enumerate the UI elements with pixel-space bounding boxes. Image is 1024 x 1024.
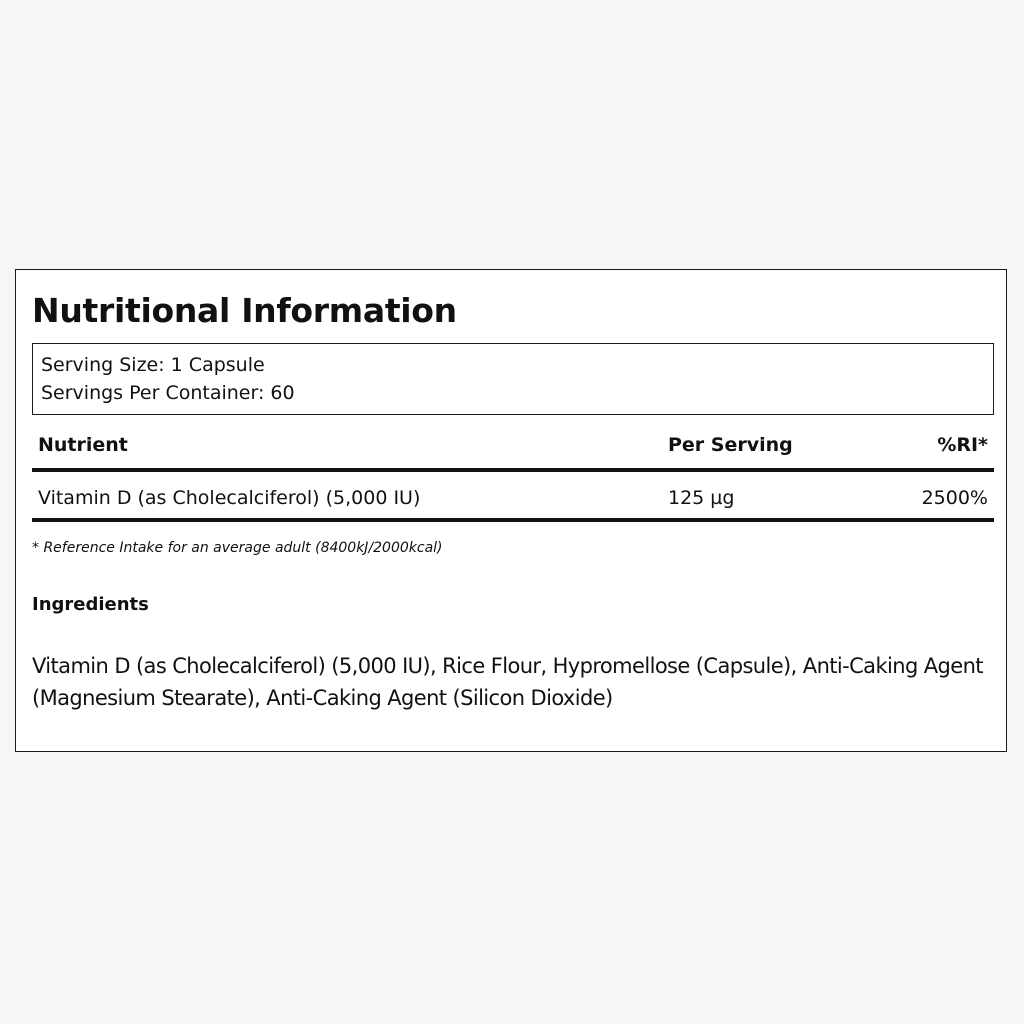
row-per-serving: 125 µg: [668, 487, 735, 509]
nutrition-panel: [15, 269, 1007, 752]
table-row: [32, 472, 994, 522]
serving-info-box: [32, 343, 994, 415]
header-per-serving: Per Serving: [668, 434, 793, 456]
nutrient-table: [32, 428, 994, 522]
panel-title: Nutritional Information: [32, 291, 457, 330]
header-ri: %RI*: [937, 434, 988, 456]
ingredients-text: Vitamin D (as Cholecalciferol) (5,000 IU), Rice Flour, Hypromellose (Capsule), Anti-Caking Agent (Magnesium Stearate), Anti-Caking Agent (Silicon Dioxide): [32, 654, 983, 710]
ingredients-heading: Ingredients: [32, 594, 149, 615]
table-header-row: [32, 428, 994, 472]
row-nutrient: Vitamin D (as Cholecalciferol) (5,000 IU): [38, 487, 421, 509]
row-ri: 2500%: [921, 487, 988, 509]
servings-per-container: Servings Per Container: 60: [41, 382, 295, 404]
serving-size: Serving Size: 1 Capsule: [41, 354, 265, 376]
reference-intake-footnote: * Reference Intake for an average adult (8400kJ/2000kcal): [32, 540, 443, 556]
header-nutrient: Nutrient: [38, 434, 128, 456]
